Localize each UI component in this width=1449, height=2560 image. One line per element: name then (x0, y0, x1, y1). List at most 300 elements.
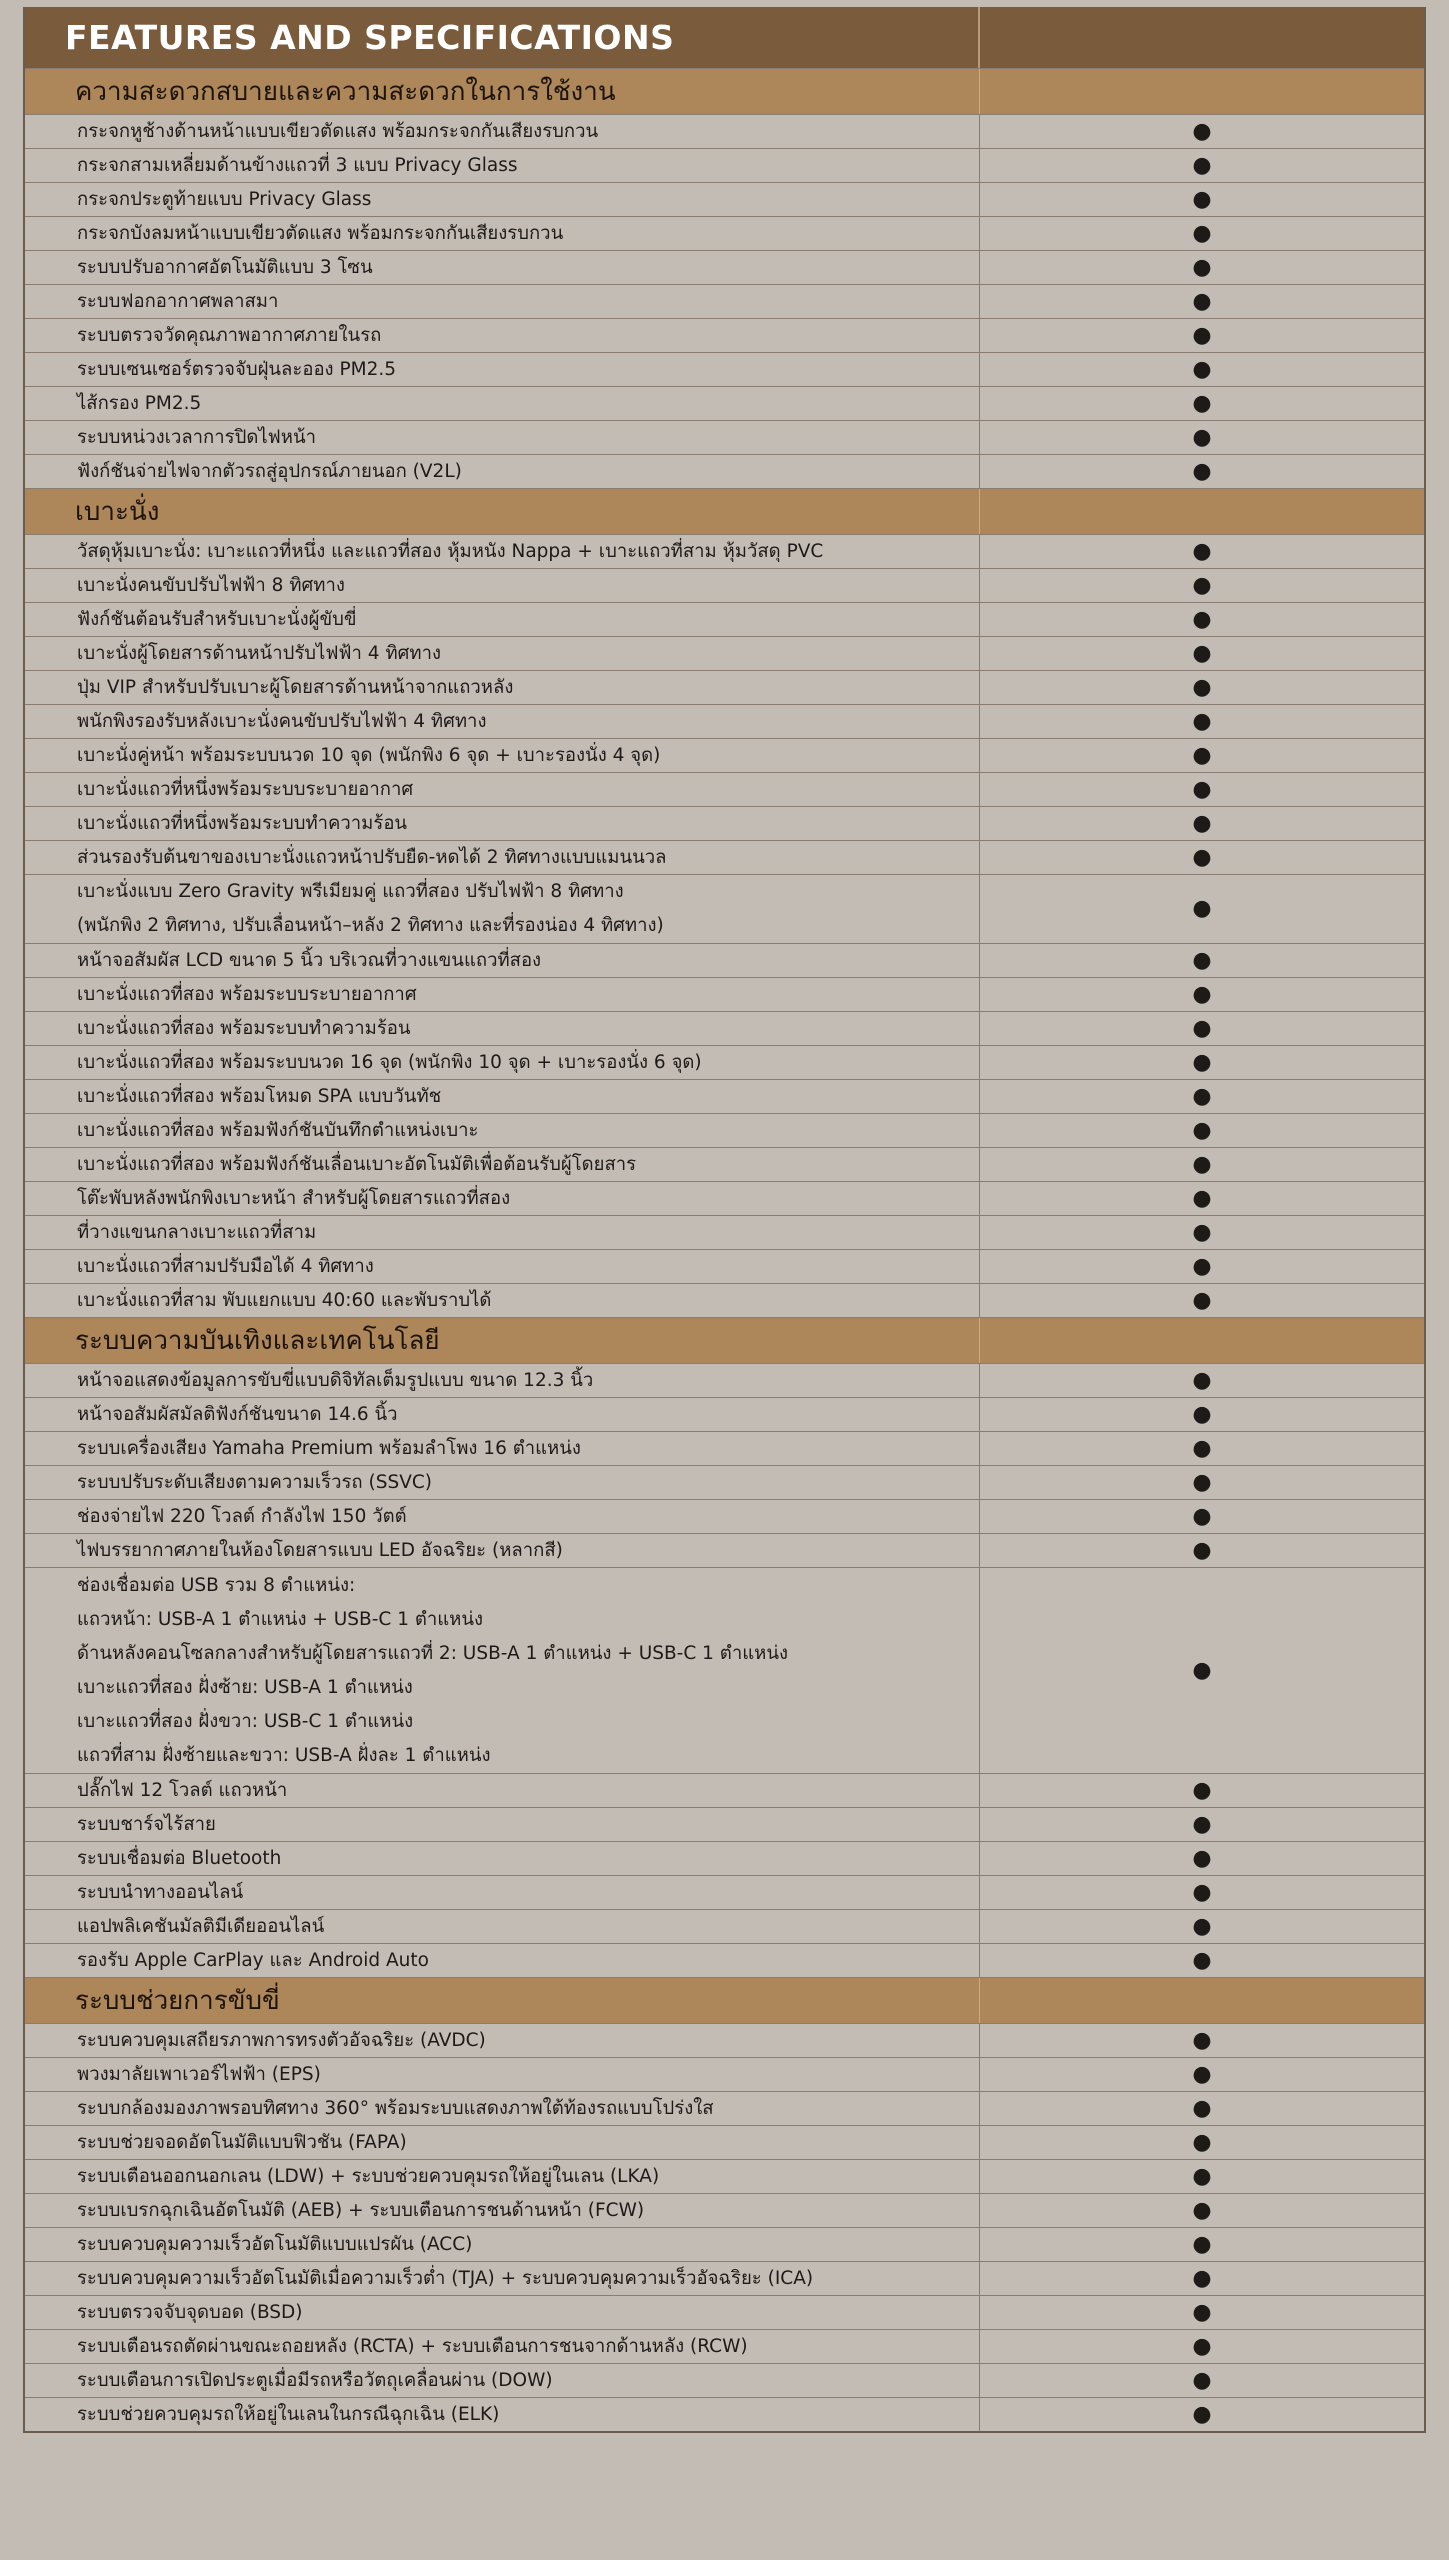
bullet-icon: ● (1192, 2163, 1212, 2189)
table-row (25, 636, 1424, 670)
feature-text-line: ระบบตรวจวัดคุณภาพอากาศภายในรถ (77, 324, 382, 346)
bullet-icon: ● (1192, 2129, 1212, 2155)
table-row (25, 2227, 1424, 2261)
feature-name (25, 455, 980, 488)
table-row (25, 1465, 1424, 1499)
feature-name (25, 1364, 980, 1397)
table-row (25, 1363, 1424, 1397)
table-row (25, 352, 1424, 386)
feature-name (25, 603, 980, 636)
feature-text-line: ระบบฟอกอากาศพลาสมา (77, 290, 279, 312)
feature-text-line: ระบบตรวจจับจุดบอด (BSD) (77, 2301, 303, 2323)
availability-cell (980, 421, 1424, 454)
feature-name (25, 1466, 980, 1499)
table-row (25, 874, 1424, 943)
bullet-icon: ● (1192, 152, 1212, 178)
feature-name (25, 1080, 980, 1113)
feature-name (25, 421, 980, 454)
feature-text-line: ระบบชาร์จไร้สาย (77, 1813, 216, 1835)
feature-text-line: ช่องจ่ายไฟ 220 โวลต์ กำลังไฟ 150 วัตต์ (77, 1505, 407, 1527)
bullet-icon: ● (1192, 538, 1212, 564)
bullet-icon: ● (1192, 1015, 1212, 1041)
table-row (25, 1079, 1424, 1113)
feature-text-line: พวงมาลัยเพาเวอร์ไฟฟ้า (EPS) (77, 2063, 321, 2085)
feature-name (25, 739, 980, 772)
table-row (25, 1533, 1424, 1567)
feature-name (25, 2194, 980, 2227)
availability-cell (980, 2058, 1424, 2091)
bullet-icon: ● (1192, 288, 1212, 314)
section-right-cell (980, 489, 1424, 534)
table-row (25, 1943, 1424, 1977)
availability-cell (980, 1774, 1424, 1807)
bullet-icon: ● (1192, 2197, 1212, 2223)
table-row (25, 840, 1424, 874)
table-row (25, 772, 1424, 806)
table-row (25, 318, 1424, 352)
feature-text-line: เบาะนั่งแถวที่สอง พร้อมฟังก์ชันบันทึกตำแหน่งเบาะ (77, 1119, 479, 1141)
table-row (25, 1283, 1424, 1317)
availability-cell (980, 2092, 1424, 2125)
feature-text-line: ระบบควบคุมเสถียรภาพการทรงตัวอัจฉริยะ (AVDC) (77, 2029, 486, 2051)
availability-cell (980, 1012, 1424, 1045)
bullet-icon: ● (1192, 458, 1212, 484)
availability-cell (980, 1046, 1424, 1079)
table-title-row (25, 7, 1424, 68)
bullet-icon: ● (1192, 1435, 1212, 1461)
table-row (25, 454, 1424, 488)
availability-cell (980, 1364, 1424, 1397)
availability-cell (980, 149, 1424, 182)
section-title: เบาะนั่ง (25, 489, 980, 534)
bullet-icon: ● (1192, 640, 1212, 666)
availability-cell (980, 1944, 1424, 1977)
table-row (25, 148, 1424, 182)
feature-text-line: หน้าจอสัมผัสมัลติฟังก์ชันขนาด 14.6 นิ้ว (77, 1403, 398, 1425)
table-row (25, 534, 1424, 568)
feature-name (25, 2058, 980, 2091)
table-row (25, 1499, 1424, 1533)
table-row (25, 216, 1424, 250)
feature-text-line: หน้าจอสัมผัส LCD ขนาด 5 นิ้ว บริเวณที่วางแขนแถวที่สอง (77, 949, 542, 971)
bullet-icon: ● (1192, 1151, 1212, 1177)
feature-text-line: ระบบควบคุมความเร็วอัตโนมัติเมื่อความเร็วต่ำ (TJA) + ระบบควบคุมความเร็วอัจฉริยะ (ICA) (77, 2267, 814, 2289)
feature-text-line: ระบบปรับอากาศอัตโนมัติแบบ 3 โซน (77, 256, 373, 278)
feature-name (25, 1944, 980, 1977)
feature-name (25, 1284, 980, 1317)
bullet-icon: ● (1192, 1083, 1212, 1109)
availability-cell (980, 1876, 1424, 1909)
feature-text-line: เบาะนั่งแถวที่สามปรับมือได้ 4 ทิศทาง (77, 1255, 374, 1277)
availability-cell (980, 1500, 1424, 1533)
feature-text-line: ระบบช่วยควบคุมรถให้อยู่ในเลนในกรณีฉุกเฉิน (ELK) (77, 2403, 500, 2425)
table-row (25, 2397, 1424, 2431)
feature-name (25, 1148, 980, 1181)
feature-name (25, 2330, 980, 2363)
page-title: FEATURES AND SPECIFICATIONS (25, 7, 980, 68)
availability-cell (980, 2126, 1424, 2159)
feature-name (25, 2160, 980, 2193)
bullet-icon: ● (1192, 1947, 1212, 1973)
table-row (25, 2363, 1424, 2397)
feature-name (25, 2228, 980, 2261)
table-row (25, 568, 1424, 602)
bullet-icon: ● (1192, 322, 1212, 348)
table-row (25, 943, 1424, 977)
availability-cell (980, 637, 1424, 670)
bullet-icon: ● (1192, 1117, 1212, 1143)
feature-name (25, 1568, 980, 1773)
section-title: ระบบความบันเทิงและเทคโนโลยี (25, 1318, 980, 1363)
feature-text-line: เบาะนั่งแบบ Zero Gravity พรีเมียมคู่ แถวที่สอง ปรับไฟฟ้า 8 ทิศทาง (77, 881, 624, 902)
bullet-icon: ● (1192, 1657, 1212, 1683)
table-row (25, 2125, 1424, 2159)
availability-cell (980, 2228, 1424, 2261)
availability-cell (980, 1466, 1424, 1499)
availability-cell (980, 2262, 1424, 2295)
feature-text-line: เบาะนั่งแถวที่สอง พร้อมระบบทำความร้อน (77, 1017, 411, 1039)
bullet-icon: ● (1192, 1367, 1212, 1393)
feature-name (25, 1182, 980, 1215)
availability-cell (980, 319, 1424, 352)
feature-text-line: โต๊ะพับหลังพนักพิงเบาะหน้า สำหรับผู้โดยสารแถวที่สอง (77, 1187, 511, 1209)
table-row (25, 420, 1424, 454)
feature-name (25, 1808, 980, 1841)
bullet-icon: ● (1192, 708, 1212, 734)
bullet-icon: ● (1192, 186, 1212, 212)
bullet-icon: ● (1192, 1845, 1212, 1871)
bullet-icon: ● (1192, 2061, 1212, 2087)
feature-text-line: ที่วางแขนกลางเบาะแถวที่สาม (77, 1221, 317, 1243)
table-row (25, 2159, 1424, 2193)
availability-cell (980, 1148, 1424, 1181)
feature-text-line: กระจกหูช้างด้านหน้าแบบเขียวตัดแสง พร้อมกระจกกันเสียงรบกวน (77, 120, 599, 142)
feature-text-line: ระบบเชื่อมต่อ Bluetooth (77, 1847, 282, 1869)
availability-cell (980, 1284, 1424, 1317)
feature-text-line: เบาะนั่งแถวที่สาม พับแยกแบบ 40:60 และพับราบได้ (77, 1289, 492, 1311)
feature-text-line: แถวหน้า: USB-A 1 ตำแหน่ง + USB-C 1 ตำแหน่ง (77, 1608, 484, 1630)
table-row (25, 1431, 1424, 1465)
feature-name (25, 251, 980, 284)
feature-name (25, 637, 980, 670)
availability-cell (980, 1398, 1424, 1431)
feature-name (25, 285, 980, 318)
feature-name (25, 1876, 980, 1909)
feature-name (25, 2092, 980, 2125)
feature-name (25, 671, 980, 704)
availability-cell (980, 353, 1424, 386)
table-row (25, 2057, 1424, 2091)
availability-cell (980, 1114, 1424, 1147)
feature-text-line: ช่องเชื่อมต่อ USB รวม 8 ตำแหน่ง: (77, 1574, 356, 1596)
table-row (25, 1875, 1424, 1909)
availability-cell (980, 1534, 1424, 1567)
feature-name (25, 1012, 980, 1045)
feature-name (25, 841, 980, 874)
section-title: ความสะดวกสบายและความสะดวกในการใช้งาน (25, 69, 980, 114)
bullet-icon: ● (1192, 606, 1212, 632)
table-row (25, 1567, 1424, 1773)
availability-cell (980, 875, 1424, 943)
feature-text-line: ด้านหลังคอนโซลกลางสำหรับผู้โดยสารแถวที่ 2: USB-A 1 ตำแหน่ง + USB-C 1 ตำแหน่ง (77, 1642, 789, 1664)
feature-text-line: เบาะนั่งผู้โดยสารด้านหน้าปรับไฟฟ้า 4 ทิศทาง (77, 642, 441, 664)
table-row (25, 2329, 1424, 2363)
section-right-cell (980, 69, 1424, 114)
bullet-icon: ● (1192, 1469, 1212, 1495)
availability-cell (980, 944, 1424, 977)
feature-text-line: เบาะนั่งแถวที่หนึ่งพร้อมระบบทำความร้อน (77, 812, 408, 834)
table-row (25, 1909, 1424, 1943)
section-right-cell (980, 1318, 1424, 1363)
availability-cell (980, 1910, 1424, 1943)
feature-text-line: เบาะนั่งแถวที่สอง พร้อมฟังก์ชันเลื่อนเบาะอัตโนมัติเพื่อต้อนรับผู้โดยสาร (77, 1153, 637, 1175)
feature-name (25, 535, 980, 568)
feature-name (25, 1398, 980, 1431)
availability-cell (980, 739, 1424, 772)
feature-name (25, 1250, 980, 1283)
feature-text-line: กระจกบังลมหน้าแบบเขียวตัดแสง พร้อมกระจกกันเสียงรบกวน (77, 222, 564, 244)
feature-text-line: ระบบหน่วงเวลาการปิดไฟหน้า (77, 426, 316, 448)
availability-cell (980, 1808, 1424, 1841)
bullet-icon: ● (1192, 2027, 1212, 2053)
bullet-icon: ● (1192, 1537, 1212, 1563)
table-row (25, 2295, 1424, 2329)
bullet-icon: ● (1192, 810, 1212, 836)
availability-cell (980, 1432, 1424, 1465)
table-row (25, 1215, 1424, 1249)
feature-text-line: หน้าจอแสดงข้อมูลการขับขี่แบบดิจิทัลเต็มรูปแบบ ขนาด 12.3 นิ้ว (77, 1369, 594, 1391)
section-title: ระบบช่วยการขับขี่ (25, 1978, 980, 2023)
bullet-icon: ● (1192, 1287, 1212, 1313)
bullet-icon: ● (1192, 2299, 1212, 2325)
table-row (25, 1773, 1424, 1807)
bullet-icon: ● (1192, 220, 1212, 246)
availability-cell (980, 1182, 1424, 1215)
title-right-cell (980, 7, 1424, 68)
table-row (25, 738, 1424, 772)
bullet-icon: ● (1192, 424, 1212, 450)
table-row (25, 284, 1424, 318)
table-row (25, 806, 1424, 840)
bullet-icon: ● (1192, 674, 1212, 700)
availability-cell (980, 2330, 1424, 2363)
bullet-icon: ● (1192, 2367, 1212, 2393)
availability-cell (980, 807, 1424, 840)
feature-name (25, 1114, 980, 1147)
feature-name (25, 2364, 980, 2397)
availability-cell (980, 2194, 1424, 2227)
feature-name (25, 183, 980, 216)
feature-name (25, 2296, 980, 2329)
table-row (25, 1841, 1424, 1875)
bullet-icon: ● (1192, 254, 1212, 280)
bullet-icon: ● (1192, 1049, 1212, 1075)
bullet-icon: ● (1192, 1503, 1212, 1529)
feature-name (25, 944, 980, 977)
feature-text-line: ปุ่ม VIP สำหรับปรับเบาะผู้โดยสารด้านหน้าจากแถวหลัง (77, 676, 514, 698)
bullet-icon: ● (1192, 1185, 1212, 1211)
feature-text-line: (พนักพิง 2 ทิศทาง, ปรับเลื่อนหน้า–หลัง 2 ทิศทาง และที่รองน่อง 4 ทิศทาง) (77, 915, 664, 936)
feature-text-line: เบาะนั่งแถวที่สอง พร้อมโหมด SPA แบบวันทัช (77, 1085, 442, 1107)
feature-name (25, 1432, 980, 1465)
availability-cell (980, 183, 1424, 216)
feature-text-line: ไส้กรอง PM2.5 (77, 392, 202, 414)
bullet-icon: ● (1192, 572, 1212, 598)
availability-cell (980, 671, 1424, 704)
bullet-icon: ● (1192, 390, 1212, 416)
feature-text-line: พนักพิงรองรับหลังเบาะนั่งคนขับปรับไฟฟ้า 4 ทิศทาง (77, 710, 487, 732)
feature-name (25, 1534, 980, 1567)
availability-cell (980, 217, 1424, 250)
availability-cell (980, 603, 1424, 636)
availability-cell (980, 2024, 1424, 2057)
bullet-icon: ● (1192, 776, 1212, 802)
bullet-icon: ● (1192, 1811, 1212, 1837)
bullet-icon: ● (1192, 1777, 1212, 1803)
feature-text-line: ระบบควบคุมความเร็วอัตโนมัติแบบแปรผัน (ACC) (77, 2233, 473, 2255)
bullet-icon: ● (1192, 2095, 1212, 2121)
feature-name (25, 2126, 980, 2159)
availability-cell (980, 1216, 1424, 1249)
feature-name (25, 2398, 980, 2431)
table-row (25, 2091, 1424, 2125)
table-row (25, 2193, 1424, 2227)
feature-name (25, 807, 980, 840)
table-row (25, 1045, 1424, 1079)
feature-text-line: ระบบปรับระดับเสียงตามความเร็วรถ (SSVC) (77, 1471, 433, 1493)
table-row (25, 602, 1424, 636)
availability-cell (980, 1250, 1424, 1283)
feature-name (25, 1842, 980, 1875)
bullet-icon: ● (1192, 2401, 1212, 2427)
section-header (25, 1977, 1424, 2023)
feature-text-line: ระบบเตือนออกนอกเลน (LDW) + ระบบช่วยควบคุมรถให้อยู่ในเลน (LKA) (77, 2165, 660, 2187)
feature-text-line: ระบบเครื่องเสียง Yamaha Premium พร้อมลำโพง 16 ตำแหน่ง (77, 1437, 581, 1459)
feature-name (25, 1046, 980, 1079)
bullet-icon: ● (1192, 981, 1212, 1007)
section-right-cell (980, 1978, 1424, 2023)
feature-text-line: เบาะนั่งแถวที่สอง พร้อมระบบนวด 16 จุด (พนักพิง 10 จุด + เบาะรองนั่ง 6 จุด) (77, 1051, 702, 1073)
feature-text-line: ระบบเบรกฉุกเฉินอัตโนมัติ (AEB) + ระบบเตือนการชนด้านหน้า (FCW) (77, 2199, 645, 2221)
feature-text-line: ส่วนรองรับต้นขาของเบาะนั่งแถวหน้าปรับยืด-หดได้ 2 ทิศทางแบบแมนนวล (77, 846, 667, 868)
feature-name (25, 353, 980, 386)
feature-name (25, 1500, 980, 1533)
table-row (25, 704, 1424, 738)
feature-name (25, 773, 980, 806)
availability-cell (980, 2160, 1424, 2193)
feature-name (25, 569, 980, 602)
feature-text-line: ระบบเตือนการเปิดประตูเมื่อมีรถหรือวัตถุเคลื่อนผ่าน (DOW) (77, 2369, 553, 2391)
feature-text-line: ไฟบรรยากาศภายในห้องโดยสารแบบ LED อัจฉริยะ (หลากสี) (77, 1539, 563, 1561)
feature-name (25, 978, 980, 1011)
table-row (25, 114, 1424, 148)
availability-cell (980, 2296, 1424, 2329)
feature-text-line: ปลั๊กไฟ 12 โวลต์ แถวหน้า (77, 1779, 288, 1801)
feature-name (25, 387, 980, 420)
availability-cell (980, 2398, 1424, 2431)
section-header (25, 488, 1424, 534)
feature-text-line: ระบบกล้องมองภาพรอบทิศทาง 360° พร้อมระบบแสดงภาพใต้ท้องรถแบบโปร่งใส (77, 2097, 714, 2119)
section-header (25, 1317, 1424, 1363)
table-row (25, 1807, 1424, 1841)
feature-text-line: ระบบเซนเซอร์ตรวจจับฝุ่นละออง PM2.5 (77, 358, 397, 380)
feature-text-line: ระบบนำทางออนไลน์ (77, 1881, 244, 1903)
availability-cell (980, 285, 1424, 318)
availability-cell (980, 115, 1424, 148)
bullet-icon: ● (1192, 844, 1212, 870)
bullet-icon: ● (1192, 947, 1212, 973)
feature-name (25, 875, 980, 943)
spec-rows (25, 68, 1424, 2431)
table-row (25, 1181, 1424, 1215)
availability-cell (980, 251, 1424, 284)
availability-cell (980, 773, 1424, 806)
feature-name (25, 217, 980, 250)
feature-name (25, 149, 980, 182)
availability-cell (980, 1842, 1424, 1875)
table-row (25, 250, 1424, 284)
feature-name (25, 115, 980, 148)
bullet-icon: ● (1192, 2231, 1212, 2257)
feature-text-line: เบาะแถวที่สอง ฝั่งซ้าย: USB-A 1 ตำแหน่ง (77, 1676, 413, 1698)
table-row (25, 2261, 1424, 2295)
feature-name (25, 319, 980, 352)
availability-cell (980, 2364, 1424, 2397)
availability-cell (980, 387, 1424, 420)
table-row (25, 1147, 1424, 1181)
table-row (25, 386, 1424, 420)
table-row (25, 1397, 1424, 1431)
feature-text-line: แถวที่สาม ฝั่งซ้ายและขวา: USB-A ฝั่งละ 1 ตำแหน่ง (77, 1744, 491, 1766)
feature-name (25, 2262, 980, 2295)
feature-text-line: กระจกประตูท้ายแบบ Privacy Glass (77, 188, 372, 210)
availability-cell (980, 1568, 1424, 1773)
availability-cell (980, 569, 1424, 602)
section-header (25, 68, 1424, 114)
availability-cell (980, 1080, 1424, 1113)
bullet-icon: ● (1192, 1219, 1212, 1245)
bullet-icon: ● (1192, 1913, 1212, 1939)
availability-cell (980, 978, 1424, 1011)
bullet-icon: ● (1192, 1879, 1212, 1905)
feature-name (25, 1774, 980, 1807)
spec-table (23, 7, 1426, 2433)
feature-text-line: เบาะนั่งแถวที่สอง พร้อมระบบระบายอากาศ (77, 983, 417, 1005)
bullet-icon: ● (1192, 2265, 1212, 2291)
table-row (25, 670, 1424, 704)
feature-text-line: แอปพลิเคชันมัลติมีเดียออนไลน์ (77, 1915, 325, 1937)
table-row (25, 1113, 1424, 1147)
bullet-icon: ● (1192, 742, 1212, 768)
feature-text-line: วัสดุหุ้มเบาะนั่ง: เบาะแถวที่หนึ่ง และแถวที่สอง หุ้มหนัง Nappa + เบาะแถวที่สาม หุ้มวัสดุ PVC (77, 540, 824, 562)
feature-text-line: เบาะนั่งคู่หน้า พร้อมระบบนวด 10 จุด (พนักพิง 6 จุด + เบาะรองนั่ง 4 จุด) (77, 744, 661, 766)
availability-cell (980, 455, 1424, 488)
feature-name (25, 705, 980, 738)
availability-cell (980, 841, 1424, 874)
bullet-icon: ● (1192, 356, 1212, 382)
feature-text-line: เบาะแถวที่สอง ฝั่งขวา: USB-C 1 ตำแหน่ง (77, 1710, 414, 1732)
availability-cell (980, 535, 1424, 568)
feature-text-line: รองรับ Apple CarPlay และ Android Auto (77, 1949, 429, 1971)
feature-name (25, 1910, 980, 1943)
feature-text-line: ระบบช่วยจอดอัตโนมัติแบบฟิวชัน (FAPA) (77, 2131, 407, 2153)
availability-cell (980, 705, 1424, 738)
table-row (25, 182, 1424, 216)
bullet-icon: ● (1192, 1401, 1212, 1427)
bullet-icon: ● (1192, 2333, 1212, 2359)
feature-name (25, 1216, 980, 1249)
feature-name (25, 2024, 980, 2057)
